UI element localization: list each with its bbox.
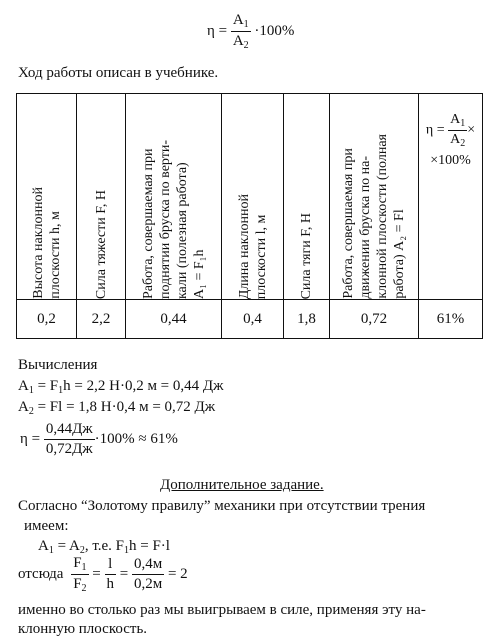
calc-f: = F [33,378,59,394]
table-row [17,300,483,339]
calc-line1-rest: h = 2,2 Н·0,2 м = 0,44 Дж [63,378,224,394]
eq-a1: A [38,538,49,554]
eq-a2: = A [53,538,80,554]
cell-total-work: 0,72 [330,300,419,339]
header-useful-work [126,94,222,300]
header-eff-num: A [450,112,461,127]
ratio-v-num: 0,4м [133,556,163,572]
header-height [17,94,77,300]
extra-paragraph-1: Согласно “Золотому правилу” механики при отсутствии трения [18,498,426,514]
calc-line-2 [18,399,215,417]
ratio-f2-sub: 2 [81,583,87,594]
extra-paragraph-2: именно во столько раз мы выигрываем в силе, применяя эту на- [18,602,426,618]
header-total-work-text: Работа, совершаемая при движении бруска по на- клонной плоскости (полная работа) A₂ = Fl [341,134,407,299]
cell-length: 0,4 [222,300,284,339]
cell-traction: 1,8 [284,300,330,339]
ratio-h: h [106,576,114,592]
header-eff-times: × [467,122,476,138]
formula-tail: ·100% [254,22,295,39]
cell-gravity: 2,2 [77,300,126,339]
intro-text: Ход работы описан в учебнике. [18,65,219,81]
calc-f-sub: 1 [58,385,64,396]
ratio-f1: F [73,555,82,571]
eq-a1-sub: 1 [48,545,54,556]
header-useful-work-text: Работа, совершаемая при поднятии бруска по верти- кали (полезная работа) A₁ = F₁h [140,139,207,299]
header-total-work [330,94,419,300]
golden-rule-equation [38,538,170,556]
calc-a1-sub: 1 [28,385,34,396]
header-eta: η = [425,122,445,138]
cell-height: 0,2 [17,300,77,339]
calc-eta: η = [20,430,41,447]
calc-efficiency [20,421,178,458]
calc-tail: ·100% ≈ 61% [94,430,178,447]
ratio-result: = 2 [167,565,188,582]
calc-line2-rest: = Fl = 1,8 Н·0,4 м = 0,72 Дж [33,399,216,415]
otsyuda-word: отсюда [18,565,64,582]
calc-line-1 [18,378,224,396]
header-length-text: Длина наклонной плоскости l, м [236,193,269,299]
cell-useful-work: 0,44 [126,300,222,339]
calc-frac-num: 0,44Дж [45,421,93,437]
header-efficiency [419,94,483,300]
length-ratio [105,556,117,593]
extra-heading: Дополнительное задание. [160,477,324,493]
ratio-equation: отсюда $\frac{F_1}{F_2}$ = $\frac{l}{h}$ = $\frac{0,4м}{0,2м}$ = 2 [18,555,188,594]
ratio-f2: F [73,576,82,592]
eq-a2-sub: 2 [79,545,85,556]
eta-symbol: η = [207,22,228,39]
header-eff-fraction [448,112,467,149]
calc-a1: A [18,378,29,394]
header-gravity-text: Сила тяжести F, Н [93,189,109,299]
eq-te: , т.е. F [84,538,124,554]
measurements-table [16,93,483,339]
fraction-numerator: A [232,12,244,28]
header-height-text: Высота наклонной плоскости h, м [30,187,63,299]
calc-a2-sub: 2 [28,406,34,417]
header-gravity [77,94,126,300]
efficiency-fraction [231,12,251,51]
extra-paragraph-1b: имеем: [24,518,69,534]
efficiency-formula [207,12,294,51]
calc-a2: A [18,399,29,415]
eq-rest: h = F·l [129,538,170,554]
header-length [222,94,284,300]
calc-fraction [44,421,95,458]
value-ratio [132,556,164,593]
fraction-denominator: A [232,33,244,49]
numerator-subscript: 1 [243,19,249,30]
header-eff-num-sub: 1 [460,118,466,129]
header-traction [284,94,330,300]
cell-efficiency: 61% [419,300,483,339]
force-ratio [71,555,88,594]
table-header-row [17,94,483,300]
extra-paragraph-2b: клонную плоскость. [18,621,148,637]
header-eff-den: A [450,132,461,147]
eq-f1-sub: 1 [124,545,129,556]
header-eff-line2: ×100% [430,153,471,168]
calc-title: Вычисления [18,357,98,373]
calc-frac-den: 0,72Дж [45,441,93,457]
denominator-subscript: 2 [243,40,249,51]
ratio-f1-sub: 1 [81,562,87,573]
header-eff-den-sub: 2 [460,138,466,149]
ratio-v-den: 0,2м [133,576,163,592]
ratio-l: l [108,556,113,572]
header-traction-text: Сила тяги F, Н [299,212,314,299]
